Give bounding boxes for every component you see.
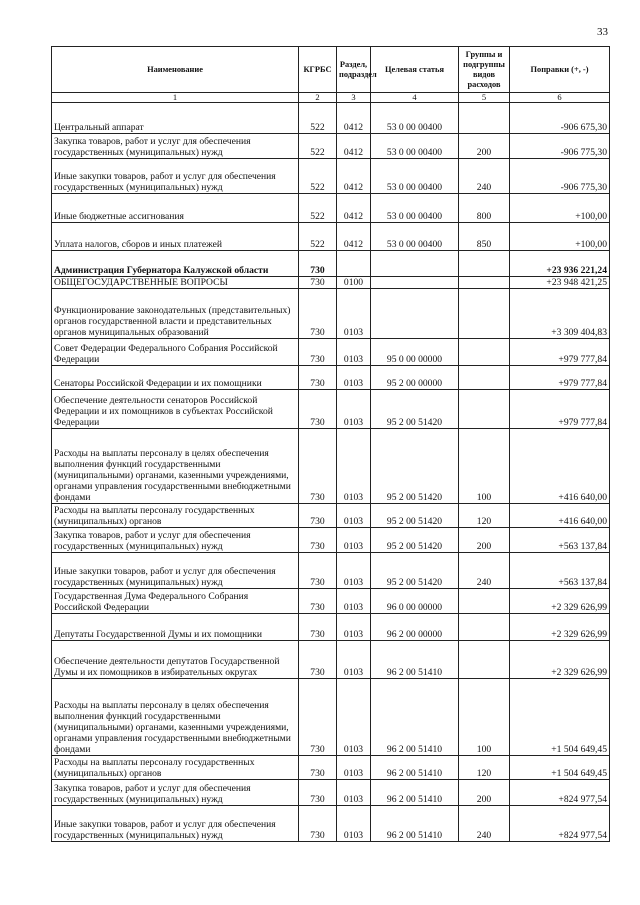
row-name: Совет Федерации Федерального Собрания Российской Федерации [52, 339, 299, 366]
row-amount: +563 137,84 [510, 528, 610, 553]
row-target: 95 0 00 00000 [371, 339, 459, 366]
header-section: Раздел, подраздел [337, 47, 371, 93]
row-name: Сенаторы Российской Федерации и их помощники [52, 366, 299, 390]
row-amount: +1 504 649,45 [510, 756, 610, 780]
column-number: 4 [371, 93, 459, 103]
row-section: 0103 [337, 756, 371, 780]
row-group [459, 366, 510, 390]
row-target: 96 2 00 51410 [371, 806, 459, 842]
row-target: 96 2 00 00000 [371, 614, 459, 641]
row-kgrbs: 730 [299, 614, 337, 641]
row-kgrbs: 522 [299, 194, 337, 223]
table-row [52, 134, 610, 159]
row-kgrbs: 522 [299, 134, 337, 159]
row-name: ОБЩЕГОСУДАРСТВЕННЫЕ ВОПРОСЫ [52, 277, 299, 289]
row-amount: +1 504 649,45 [510, 679, 610, 756]
row-section: 0103 [337, 366, 371, 390]
row-kgrbs: 730 [299, 366, 337, 390]
row-target: 53 0 00 00400 [371, 134, 459, 159]
row-section: 0100 [337, 277, 371, 289]
row-section: 0103 [337, 780, 371, 806]
row-section: 0103 [337, 339, 371, 366]
row-section [337, 251, 371, 277]
table-row [52, 553, 610, 589]
table-row [52, 504, 610, 528]
row-section: 0103 [337, 553, 371, 589]
row-section: 0412 [337, 134, 371, 159]
row-section: 0412 [337, 103, 371, 134]
row-name: Иные закупки товаров, работ и услуг для обеспечения государственных (муниципальных) нужд [52, 806, 299, 842]
row-name: Государственная Дума Федерального Собрания Российской Федерации [52, 589, 299, 614]
column-number: 2 [299, 93, 337, 103]
table-row [52, 429, 610, 504]
row-kgrbs: 730 [299, 756, 337, 780]
row-name: Расходы на выплаты персоналу государственных (муниципальных) органов [52, 504, 299, 528]
row-target: 53 0 00 00400 [371, 103, 459, 134]
row-section: 0412 [337, 194, 371, 223]
row-section: 0103 [337, 589, 371, 614]
row-target: 53 0 00 00400 [371, 223, 459, 251]
row-amount: -906 775,30 [510, 134, 610, 159]
row-kgrbs: 730 [299, 641, 337, 679]
row-group: 120 [459, 756, 510, 780]
row-kgrbs: 522 [299, 159, 337, 194]
table-row [52, 780, 610, 806]
row-amount: -906 775,30 [510, 159, 610, 194]
row-amount: +979 777,84 [510, 366, 610, 390]
row-group: 240 [459, 806, 510, 842]
row-group: 200 [459, 134, 510, 159]
table-row [52, 589, 610, 614]
row-name: Центральный аппарат [52, 103, 299, 134]
row-kgrbs: 730 [299, 504, 337, 528]
row-amount: +23 948 421,25 [510, 277, 610, 289]
row-target: 53 0 00 00400 [371, 194, 459, 223]
row-group: 120 [459, 504, 510, 528]
row-target: 95 2 00 00000 [371, 366, 459, 390]
row-target [371, 289, 459, 339]
table-row [52, 641, 610, 679]
row-name: Расходы на выплаты персоналу в целях обеспечения выполнения функций государственными (муниципальными) органами, казенными учреждениями, органами управления государственными внебюджетными фондами [52, 679, 299, 756]
row-amount: +23 936 221,24 [510, 251, 610, 277]
row-target: 95 2 00 51420 [371, 429, 459, 504]
row-kgrbs: 730 [299, 553, 337, 589]
row-name: Депутаты Государственной Думы и их помощники [52, 614, 299, 641]
row-section: 0103 [337, 679, 371, 756]
column-number: 6 [510, 93, 610, 103]
row-name: Расходы на выплаты персоналу в целях обеспечения выполнения функций государственными (муниципальными) органами, казенными учреждениями, органами управления государственными внебюджетными фондами [52, 429, 299, 504]
row-group [459, 390, 510, 429]
page-number: 33 [597, 26, 608, 38]
budget-amendments-table [51, 46, 610, 842]
table-row [52, 366, 610, 390]
table-row [52, 103, 610, 134]
row-section: 0103 [337, 429, 371, 504]
row-name: Администрация Губернатора Калужской области [52, 251, 299, 277]
table-row [52, 339, 610, 366]
row-group: 800 [459, 194, 510, 223]
row-amount: +2 329 626,99 [510, 641, 610, 679]
row-name: Закупка товаров, работ и услуг для обеспечения государственных (муниципальных) нужд [52, 528, 299, 553]
row-group [459, 614, 510, 641]
row-group: 100 [459, 429, 510, 504]
header-row [52, 47, 610, 93]
table-row [52, 277, 610, 289]
row-group [459, 103, 510, 134]
row-group: 240 [459, 159, 510, 194]
column-number: 5 [459, 93, 510, 103]
row-name: Иные закупки товаров, работ и услуг для обеспечения государственных (муниципальных) нужд [52, 159, 299, 194]
table-row [52, 223, 610, 251]
table-row [52, 806, 610, 842]
row-name: Уплата налогов, сборов и иных платежей [52, 223, 299, 251]
row-amount: +563 137,84 [510, 553, 610, 589]
header-target: Целевая статья [371, 47, 459, 93]
row-group [459, 589, 510, 614]
row-kgrbs: 730 [299, 589, 337, 614]
row-name: Иные бюджетные ассигнования [52, 194, 299, 223]
header-kgrbs: КГРБС [299, 47, 337, 93]
table-row [52, 251, 610, 277]
row-name: Иные закупки товаров, работ и услуг для обеспечения государственных (муниципальных) нужд [52, 553, 299, 589]
row-section: 0103 [337, 614, 371, 641]
header-name: Наименование [52, 47, 299, 93]
row-amount: +979 777,84 [510, 390, 610, 429]
table-row [52, 289, 610, 339]
row-section: 0103 [337, 806, 371, 842]
row-name: Закупка товаров, работ и услуг для обеспечения государственных (муниципальных) нужд [52, 780, 299, 806]
row-target: 96 0 00 00000 [371, 589, 459, 614]
row-amount: +2 329 626,99 [510, 589, 610, 614]
row-amount: +979 777,84 [510, 339, 610, 366]
row-group [459, 641, 510, 679]
row-target: 96 2 00 51410 [371, 756, 459, 780]
table-row [52, 756, 610, 780]
row-group: 100 [459, 679, 510, 756]
row-amount: +824 977,54 [510, 806, 610, 842]
row-kgrbs: 730 [299, 806, 337, 842]
row-amount: +2 329 626,99 [510, 614, 610, 641]
row-target: 53 0 00 00400 [371, 159, 459, 194]
row-target: 95 2 00 51420 [371, 390, 459, 429]
row-kgrbs: 522 [299, 223, 337, 251]
row-kgrbs: 522 [299, 103, 337, 134]
row-amount: +100,00 [510, 194, 610, 223]
column-number: 1 [52, 93, 299, 103]
row-name: Обеспечение деятельности сенаторов Российской Федерации и их помощников в субъектах Российской Федерации [52, 390, 299, 429]
row-section: 0412 [337, 223, 371, 251]
row-kgrbs: 730 [299, 339, 337, 366]
row-group: 850 [459, 223, 510, 251]
row-target: 95 2 00 51420 [371, 504, 459, 528]
row-kgrbs: 730 [299, 289, 337, 339]
row-section: 0103 [337, 390, 371, 429]
row-group: 240 [459, 553, 510, 589]
row-target: 95 2 00 51420 [371, 528, 459, 553]
row-target [371, 277, 459, 289]
row-kgrbs: 730 [299, 251, 337, 277]
column-number: 3 [337, 93, 371, 103]
row-name: Обеспечение деятельности депутатов Государственной Думы и их помощников в избирательных округах [52, 641, 299, 679]
row-amount: +100,00 [510, 223, 610, 251]
row-name: Функционирование законодательных (представительных) органов государственной власти и представительных органов муниципальных образований [52, 289, 299, 339]
table-row [52, 679, 610, 756]
row-target: 96 2 00 51410 [371, 641, 459, 679]
table-row [52, 159, 610, 194]
table-row [52, 528, 610, 553]
row-kgrbs: 730 [299, 780, 337, 806]
row-group [459, 339, 510, 366]
row-group: 200 [459, 780, 510, 806]
row-name: Расходы на выплаты персоналу государственных (муниципальных) органов [52, 756, 299, 780]
row-kgrbs: 730 [299, 429, 337, 504]
row-group [459, 289, 510, 339]
table-row [52, 390, 610, 429]
row-kgrbs: 730 [299, 277, 337, 289]
row-group: 200 [459, 528, 510, 553]
row-target [371, 251, 459, 277]
row-group [459, 251, 510, 277]
header-amendments: Поправки (+, -) [510, 47, 610, 93]
row-amount: +416 640,00 [510, 504, 610, 528]
row-name: Закупка товаров, работ и услуг для обеспечения государственных (муниципальных) нужд [52, 134, 299, 159]
row-kgrbs: 730 [299, 390, 337, 429]
row-target: 96 2 00 51410 [371, 780, 459, 806]
row-section: 0103 [337, 504, 371, 528]
row-target: 96 2 00 51410 [371, 679, 459, 756]
row-target: 95 2 00 51420 [371, 553, 459, 589]
row-kgrbs: 730 [299, 679, 337, 756]
row-amount: +3 309 404,83 [510, 289, 610, 339]
table-row [52, 614, 610, 641]
row-section: 0103 [337, 641, 371, 679]
row-amount: +824 977,54 [510, 780, 610, 806]
row-kgrbs: 730 [299, 528, 337, 553]
table-row [52, 194, 610, 223]
column-number-row [52, 93, 610, 103]
row-amount: +416 640,00 [510, 429, 610, 504]
header-group: Группы и подгруппы видов расходов [459, 47, 510, 93]
row-section: 0412 [337, 159, 371, 194]
row-section: 0103 [337, 528, 371, 553]
row-section: 0103 [337, 289, 371, 339]
row-group [459, 277, 510, 289]
row-amount: -906 675,30 [510, 103, 610, 134]
